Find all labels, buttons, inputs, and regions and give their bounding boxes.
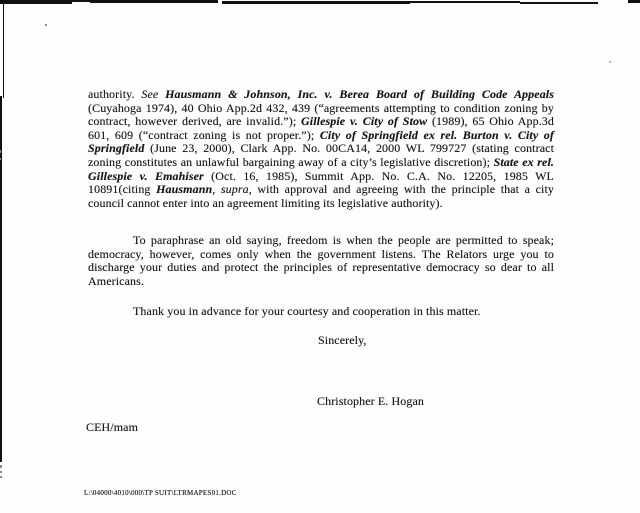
paragraph-democracy: To paraphrase an old saying, freedom is when the people are permitted to speak; democracy, however, comes only when the government listens. The Relators urge you to discharge your duties and protect the principles of representative democracy so dear to all Americans. [88,233,554,288]
scan-speck [45,24,47,26]
signature-name: Christopher E. Hogan [317,394,424,408]
case-name-springfield-burton: City of Springfield ex rel. Burton v. City of Springfield [88,127,554,156]
citation-run: (June 23, 2000), Clark App. No. 00CA14, 2000 WL 799727 (stating contract zoning constitutes an unlawful bargaining away of a city’s legislative discretion); [88,141,554,169]
citation-signal-see: See [141,87,166,101]
scan-edge-top-segment [90,0,218,3]
case-name-hausmann-short: Hausmann [156,182,213,197]
scan-mark-top-right [628,0,640,3]
citation-run: (Oct. 16, 1985), Summit App. No. C.A. No. 12205, 1985 WL 10891(citing [88,168,554,197]
paragraph-citations [88,88,554,210]
scan-edge-left-line [3,0,4,98]
paragraph-thanks: Thank you in advance for your courtesy and cooperation in this matter. [133,304,481,318]
case-name-gillespie-stow: Gillespie v. City of Stow [301,114,428,129]
scan-dash-left [0,471,2,473]
citation-run: (1989), 65 Ohio App.3d 601, 609 (“contract zoning is not proper.”); [88,114,555,142]
citation-run: authority. [88,87,142,101]
citation-supra: supra, [220,182,252,197]
scan-edge-top-segment [520,2,598,4]
citation-run: (Cuyahoga 1974), 40 Ohio App.2d 432, 439 (“agreements attempting to condition zoning by contract, however derived, are invalid.”); [88,100,554,129]
scan-speck [609,61,611,63]
scan-dash-left [0,465,2,468]
scan-dash-left [0,476,2,478]
scan-edge-top-segment [0,0,72,4]
scan-dash-left [0,150,1,153]
scan-edge-top-segment [222,1,410,4]
reference-initials: CEH/mam [86,420,139,434]
scan-edge-top-segment [72,0,90,2]
case-name-gillespie-emahiser: State ex rel. Gillespie v. Emahiser [88,154,555,183]
document-file-path: L:\04000\4010\000\TP SUIT\LTRMAPES01.DOC [84,489,237,497]
case-name-hausmann-johnson: Hausmann & Johnson, Inc. v. Berea Board of Building Code Appeals [165,87,554,101]
scan-edge-top-segment [410,1,520,3]
citation-run: with approval and agreeing with the principle that a city council cannot enter into an agreement limiting its legislative authority). [88,182,555,210]
scan-dash-left [0,158,1,160]
citation-run: , [212,182,221,197]
closing-sincerely: Sincerely, [318,333,367,347]
